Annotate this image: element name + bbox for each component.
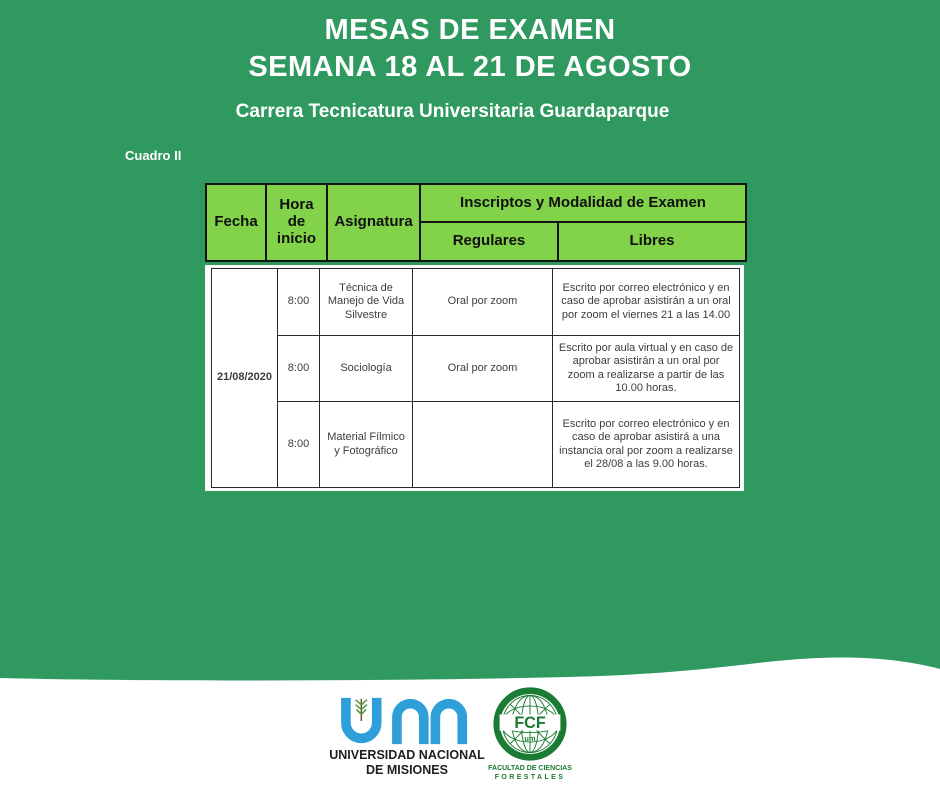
header-cell-inscriptos-modalidad: Inscriptos y Modalidad de Examen — [421, 185, 745, 221]
cell-regulares-row1: Oral por zoom — [413, 269, 552, 335]
fcf-logo-subtext: um — [524, 734, 536, 744]
cell-asignatura-row1: Técnica de Manejo de Vida Silvestre — [320, 269, 412, 335]
green-wave-edge — [0, 645, 940, 687]
fcf-caption — [480, 765, 580, 782]
page-title — [0, 12, 940, 86]
header-cell-hora-inicio: Hora de inicio — [267, 185, 326, 260]
exam-table-header — [205, 183, 747, 262]
cell-regulares-row2: Oral por zoom — [413, 336, 552, 401]
cell-libres-row3: Escrito por correo electrónico y en caso de aprobar asistirá a una instancia oral por zoom a realizarse el 28/08 a las 9.00 horas. — [553, 402, 739, 487]
unm-caption — [322, 748, 492, 777]
cell-hora-row1: 8:00 — [278, 269, 319, 335]
cell-libres-row2: Escrito por aula virtual y en caso de aprobar asistirán a un oral por zoom a realizarse a partir de las 10.00 horas. — [553, 336, 739, 401]
cell-asignatura-row2: Sociología — [320, 336, 412, 401]
title-line-1: MESAS DE EXAMEN — [324, 14, 616, 46]
unm-caption-line-2: DE MISIONES — [366, 762, 448, 777]
fcf-caption-line-1: FACULTAD DE CIENCIAS — [488, 765, 572, 772]
cell-fecha: 21/08/2020 — [212, 269, 277, 487]
fcf-logo-icon — [492, 686, 568, 762]
exam-table-body-panel — [205, 265, 744, 491]
cell-asignatura-row3: Material Fílmico y Fotográfico — [320, 402, 412, 487]
page-subtitle: Carrera Tecnicatura Universitaria Guardaparque — [235, 101, 670, 122]
header-cell-asignatura: Asignatura — [328, 185, 419, 260]
section-label-cuadro: Cuadro II — [125, 148, 182, 163]
title-line-2: SEMANA 18 AL 21 DE AGOSTO — [248, 51, 692, 83]
header-cell-regulares: Regulares — [421, 223, 557, 260]
fcf-logo-text: FCF — [514, 713, 546, 732]
cell-hora-row3: 8:00 — [278, 402, 319, 487]
exam-table-body — [211, 268, 740, 488]
cell-regulares-row3 — [413, 402, 552, 487]
header-cell-fecha: Fecha — [207, 185, 265, 260]
cell-hora-row2: 8:00 — [278, 336, 319, 401]
fcf-caption-line-2: FORESTALES — [494, 773, 566, 781]
cell-libres-row1: Escrito por correo electrónico y en caso de aprobar asistirán a un oral por zoom el viernes 21 a las 14.00 — [553, 269, 739, 335]
unm-logo-icon — [337, 696, 477, 746]
unm-caption-line-1: UNIVERSIDAD NACIONAL — [329, 748, 485, 762]
wheat-sprig-icon — [356, 699, 368, 721]
header-cell-libres: Libres — [559, 223, 745, 260]
